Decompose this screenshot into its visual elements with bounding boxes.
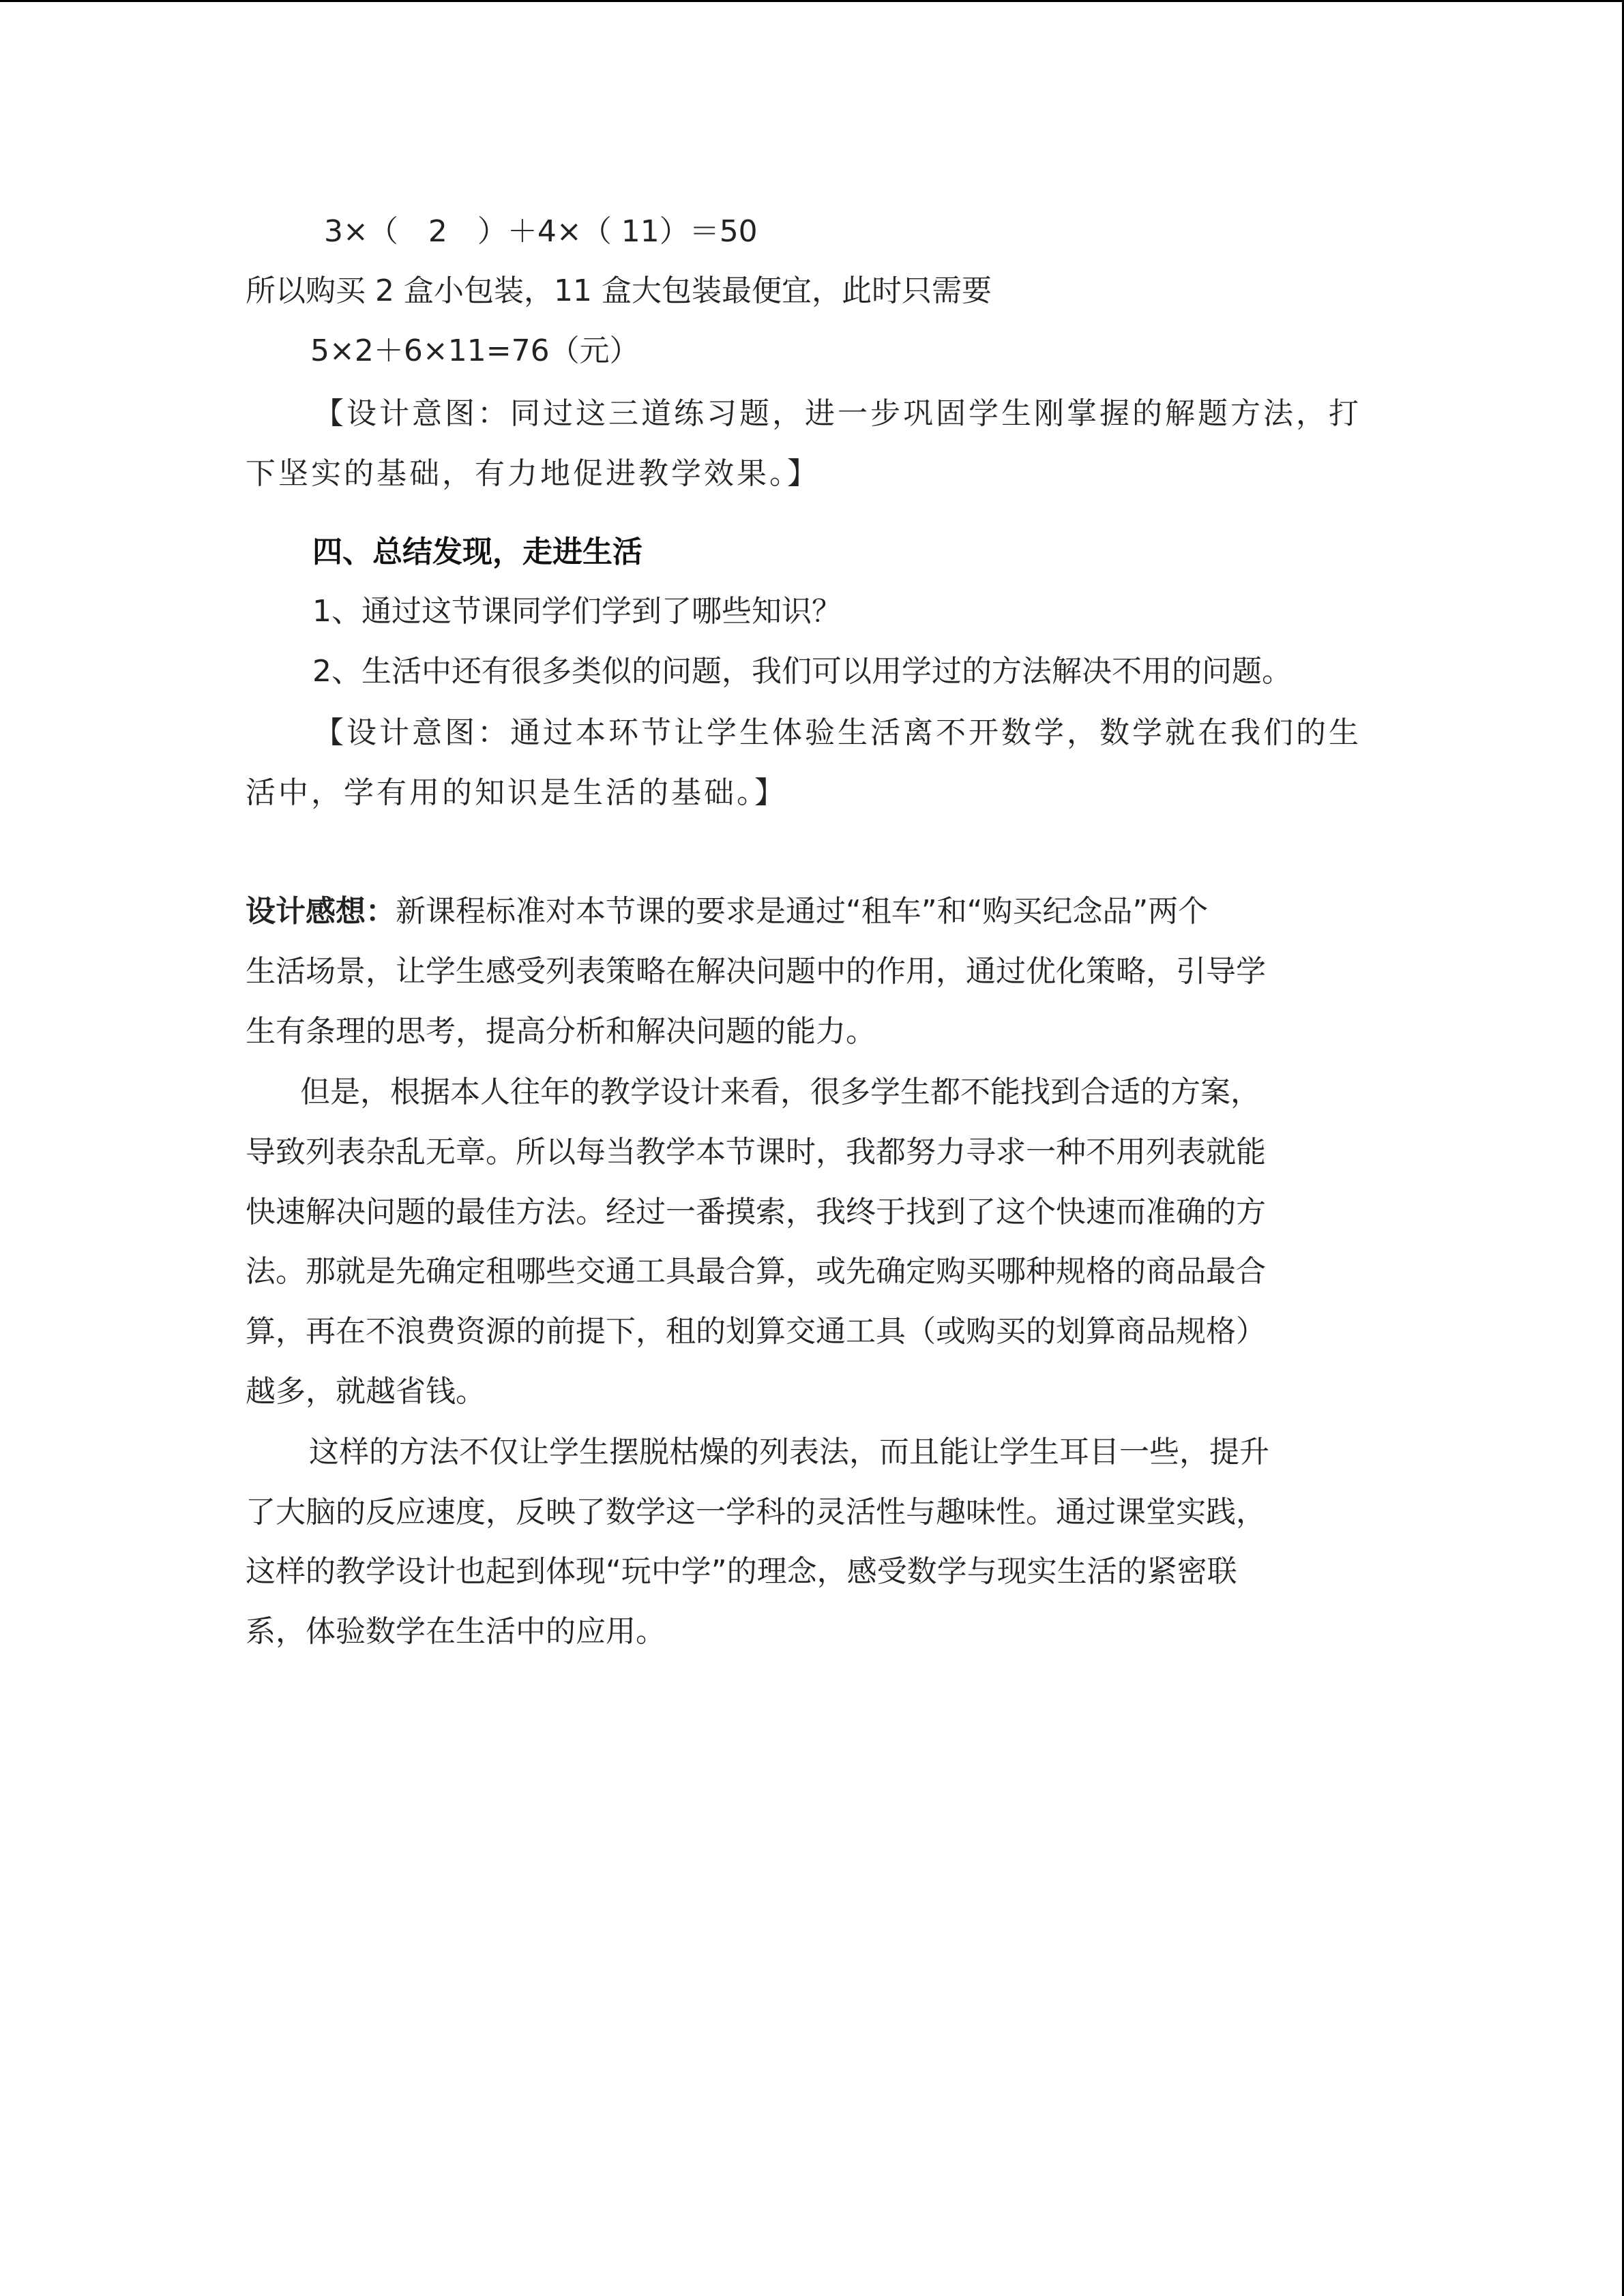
paragraph-2-line-2: 导致列表杂乱无章。所以每当教学本节课时，我都努力寻求一种不用列表就能 bbox=[246, 1135, 1266, 1169]
paragraph-2-line-6: 越多，就越省钱。 bbox=[246, 1374, 486, 1409]
design-intent-2-line-1: 【设计意图：通过本环节让学生体验生活离不开数学，数学就在我们的生 bbox=[314, 715, 1361, 750]
reflection-label: 设计感想： bbox=[246, 894, 396, 929]
paragraph-2-line-1: 但是，根据本人往年的教学设计来看，很多学生都不能找到合适的方案， bbox=[300, 1075, 1260, 1109]
paragraph-3-line-4: 系，体验数学在生活中的应用。 bbox=[246, 1614, 666, 1649]
question-1: 1、通过这节课同学们学到了哪些知识？ bbox=[312, 594, 842, 629]
design-intent-1-line-2: 下坚实的基础，有力地促进教学效果。】 bbox=[246, 456, 820, 491]
reflection-line-2: 生活场景，让学生感受列表策略在解决问题中的作用，通过优化策略，引导学 bbox=[246, 954, 1266, 989]
question-2: 2、生活中还有很多类似的问题，我们可以用学过的方法解决不用的问题。 bbox=[312, 654, 1292, 689]
paragraph-2-line-3: 快速解决问题的最佳方法。经过一番摸索，我终于找到了这个快速而准确的方 bbox=[246, 1195, 1266, 1229]
section-4-heading: 四、总结发现，走进生活 bbox=[312, 535, 643, 569]
reflection-line-3: 生有条理的思考，提高分析和解决问题的能力。 bbox=[246, 1014, 876, 1049]
equation-line-1: 3×（ 2 ）＋4×（ 11）＝50 bbox=[324, 214, 758, 249]
paragraph-3-line-3: 这样的教学设计也起到体现“玩中学”的理念，感受数学与现实生活的紧密联 bbox=[246, 1554, 1237, 1589]
paragraph-3-line-2: 了大脑的反应速度，反映了数学这一学科的灵活性与趣味性。通过课堂实践， bbox=[246, 1495, 1266, 1530]
paragraph-2-line-4: 法。那就是先确定租哪些交通工具最合算，或先确定购买哪种规格的商品最合 bbox=[246, 1254, 1266, 1289]
equation-line-2: 5×2＋6×11=76（元） bbox=[310, 333, 640, 368]
conclusion-line: 所以购买 2 盒小包装，11 盒大包装最便宜，此时只需要 bbox=[246, 273, 992, 308]
reflection-line-1 bbox=[246, 891, 1208, 932]
design-intent-2-line-2: 活中，学有用的知识是生活的基础。】 bbox=[246, 775, 787, 810]
reflection-text: 新课程标准对本节课的要求是通过“租车”和“购买纪念品”两个 bbox=[396, 894, 1209, 929]
page-top-border bbox=[0, 0, 1624, 2]
paragraph-2-line-5: 算，再在不浪费资源的前提下，租的划算交通工具（或购买的划算商品规格） bbox=[246, 1314, 1266, 1349]
paragraph-3-line-1: 这样的方法不仅让学生摆脱枯燥的列表法，而且能让学生耳目一些，提升 bbox=[309, 1435, 1269, 1470]
design-intent-1-line-1: 【设计意图：同过这三道练习题，进一步巩固学生刚掌握的解题方法，打 bbox=[314, 396, 1361, 431]
